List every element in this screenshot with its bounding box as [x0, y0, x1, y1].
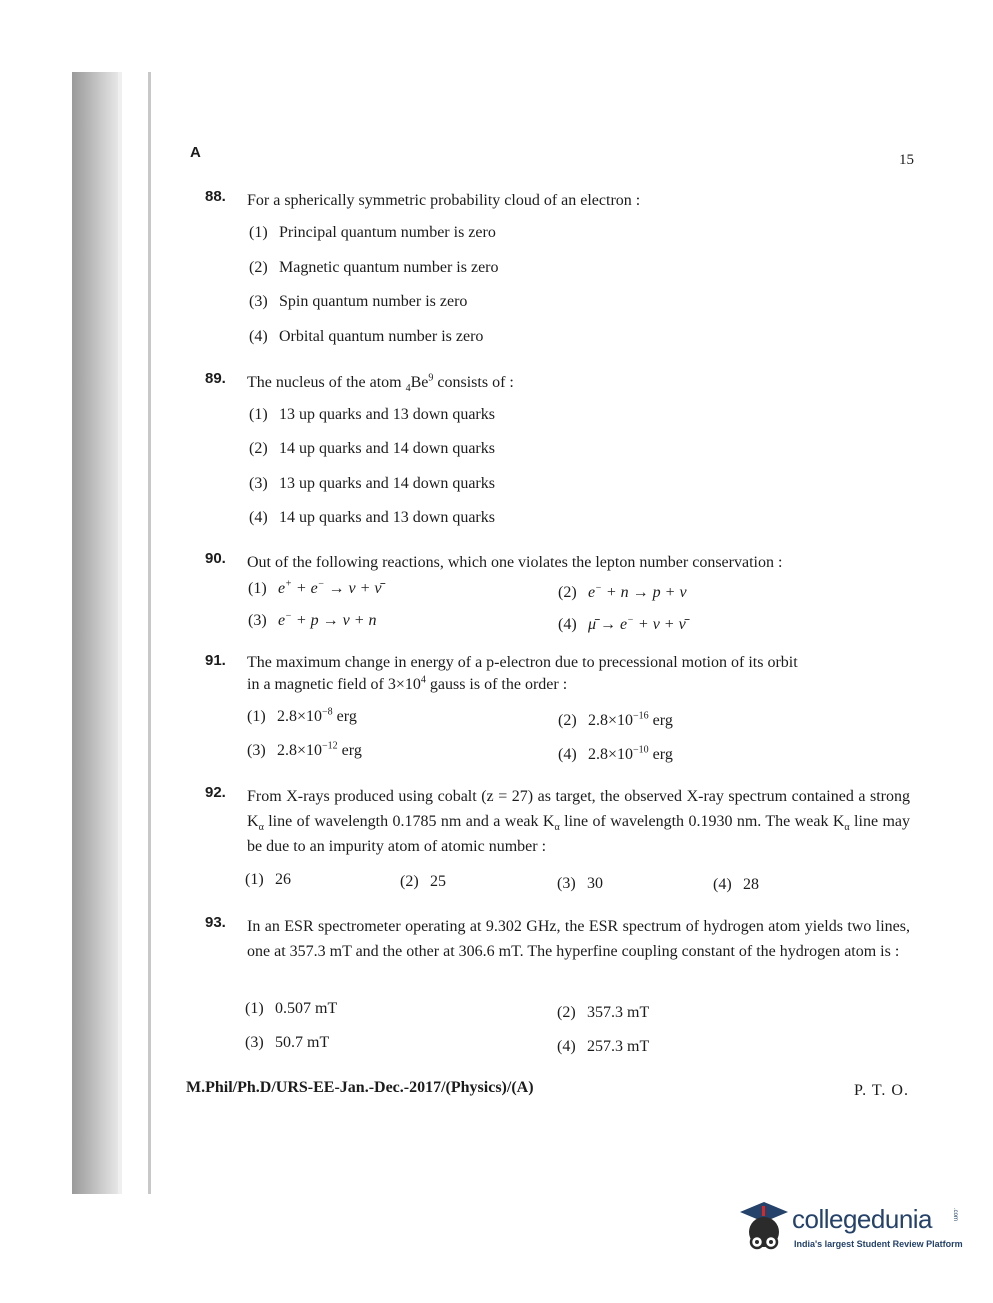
- option-number: (3): [249, 475, 268, 492]
- question-89: [205, 370, 910, 395]
- option: [248, 580, 382, 598]
- option-number: (2): [558, 584, 577, 601]
- logo-suffix: .com: [952, 1208, 958, 1222]
- option-number: (4): [558, 746, 577, 763]
- question-text: [247, 784, 910, 859]
- question-92: [205, 784, 910, 859]
- option-exponent: −12: [322, 740, 338, 752]
- option: [557, 1038, 649, 1056]
- option-unit: erg: [652, 746, 673, 763]
- option: [245, 1034, 329, 1052]
- option-text: 25: [430, 873, 446, 890]
- option-text: 14 up quarks and 13 down quarks: [279, 509, 495, 526]
- option-number: (3): [245, 1034, 264, 1051]
- question-text: [247, 652, 910, 696]
- question-number: 89.: [205, 370, 226, 387]
- option: [247, 708, 357, 726]
- option-text: 13 up quarks and 13 down quarks: [279, 406, 495, 423]
- option-text: 0.507 mT: [275, 1000, 338, 1017]
- option-text: Magnetic quantum number is zero: [279, 259, 499, 276]
- option: [249, 328, 483, 346]
- option-number: (1): [247, 708, 266, 725]
- option-value: 2.8×10: [588, 712, 634, 729]
- question-93: [205, 914, 910, 964]
- question-text: In an ESR spectrometer operating at 9.302 GHz, the ESR spectrum of hydrogen atom yields two lines, one at 357.3 mT and the other at 306.6 mT. The hyperfine coupling constant of the hydrogen atom is :: [247, 918, 910, 960]
- text-segment: From X-rays produced using cobalt (z = 27) as target, the observed X-ray spectrum contained a strong K: [247, 788, 910, 830]
- question-88: [205, 188, 910, 213]
- option-number: (2): [249, 440, 268, 457]
- option: [247, 742, 362, 760]
- option-number: (4): [249, 509, 268, 526]
- text-segment: consists of :: [433, 374, 514, 391]
- question-text: For a spherically symmetric probability cloud of an electron :: [247, 192, 641, 209]
- binding-edge: [118, 72, 122, 1194]
- reaction-equation: e− + p → ν + n: [278, 610, 377, 629]
- option-unit: erg: [652, 712, 673, 729]
- option: [249, 406, 495, 424]
- option: [558, 712, 673, 730]
- question-number: 88.: [205, 188, 226, 205]
- question-number: 92.: [205, 784, 226, 801]
- option-unit: erg: [336, 708, 357, 725]
- option: [400, 873, 446, 891]
- question-number: 90.: [205, 550, 226, 567]
- question-91: [205, 652, 910, 696]
- option-unit: erg: [341, 742, 362, 759]
- option-number: (2): [400, 873, 419, 890]
- option: [557, 1004, 649, 1022]
- option: [713, 876, 759, 894]
- option-text: 28: [743, 876, 759, 893]
- option-text: 357.3 mT: [587, 1004, 650, 1021]
- option-text: 14 up quarks and 14 down quarks: [279, 440, 495, 457]
- option: [248, 612, 377, 630]
- question-text: [247, 370, 910, 395]
- option-number: (1): [245, 1000, 264, 1017]
- option-exponent: −16: [633, 710, 649, 722]
- reaction-equation: e+ + e− → ν + ν̄: [278, 578, 382, 597]
- option-value: 2.8×10: [277, 708, 323, 725]
- option: [245, 1000, 337, 1018]
- reaction-equation: μ̄ → e− + ν + ν̄: [588, 614, 686, 633]
- option-value: 2.8×10: [277, 742, 323, 759]
- option: [249, 440, 495, 458]
- atomic-number: 4: [405, 383, 411, 395]
- option-exponent: −8: [322, 706, 333, 718]
- option-number: (1): [245, 871, 264, 888]
- option: [249, 259, 499, 277]
- option-text: 30: [587, 875, 603, 892]
- atom-symbol: Be: [410, 374, 429, 391]
- text-line: The maximum change in energy of a p-electron due to precessional motion of its orbit: [247, 654, 798, 671]
- option-value: 2.8×10: [588, 746, 634, 763]
- collegedunia-logo[interactable]: [734, 1198, 964, 1260]
- option-number: (1): [248, 580, 267, 597]
- question-text: Out of the following reactions, which one violates the lepton number conservation :: [247, 554, 783, 571]
- option-text: 13 up quarks and 14 down quarks: [279, 475, 495, 492]
- option: [558, 584, 687, 602]
- option: [249, 293, 467, 311]
- set-letter: A: [190, 144, 201, 161]
- alpha-subscript: α: [844, 822, 850, 834]
- mascot-icon: [734, 1198, 790, 1258]
- option-number: (3): [248, 612, 267, 629]
- option: [557, 875, 603, 893]
- text-segment: in a magnetic field of 3×10: [247, 676, 421, 693]
- text-segment: gauss is of the order :: [425, 676, 568, 693]
- option-text: 257.3 mT: [587, 1038, 650, 1055]
- text-segment: line of wavelength 0.1930 nm. The weak K: [559, 813, 845, 830]
- option: [558, 616, 686, 634]
- option-text: Principal quantum number is zero: [279, 224, 496, 241]
- option-number: (2): [557, 1004, 576, 1021]
- option: [249, 224, 496, 242]
- option-number: (3): [249, 293, 268, 310]
- option: [249, 509, 495, 527]
- alpha-subscript: α: [554, 822, 560, 834]
- text-line: [247, 674, 910, 696]
- reaction-equation: e− + n → p + ν: [588, 582, 687, 601]
- option-number: (1): [249, 224, 268, 241]
- text-segment: line may be due to an impurity atom of atomic number :: [247, 813, 911, 855]
- option-text: 50.7 mT: [275, 1034, 330, 1051]
- option-number: (3): [247, 742, 266, 759]
- option-number: (2): [558, 712, 577, 729]
- please-turn-over: P. T. O.: [854, 1082, 909, 1099]
- logo-tagline: India's largest Student Review Platform: [794, 1239, 963, 1249]
- option-number: (4): [713, 876, 732, 893]
- option-number: (4): [558, 616, 577, 633]
- option-number: (4): [249, 328, 268, 345]
- option-text: 26: [275, 871, 291, 888]
- option-text: Spin quantum number is zero: [279, 293, 468, 310]
- question-90: [205, 550, 910, 575]
- option-exponent: −10: [633, 744, 649, 756]
- text-segment: The nucleus of the atom: [247, 374, 406, 391]
- alpha-subscript: α: [258, 822, 264, 834]
- mass-number: 9: [428, 372, 434, 384]
- logo-wordmark: collegedunia: [792, 1204, 933, 1234]
- binding-margin-line: [148, 72, 151, 1194]
- option-number: (3): [557, 875, 576, 892]
- option-number: (2): [249, 259, 268, 276]
- option: [245, 871, 291, 889]
- option-number: (4): [557, 1038, 576, 1055]
- question-number: 93.: [205, 914, 226, 931]
- binding-shadow: [72, 72, 118, 1194]
- option: [249, 475, 495, 493]
- page-number: 15: [899, 152, 914, 168]
- option: [558, 746, 673, 764]
- option-number: (1): [249, 406, 268, 423]
- exponent: 4: [420, 674, 426, 686]
- option-text: Orbital quantum number is zero: [279, 328, 484, 345]
- text-segment: line of wavelength 0.1785 nm and a weak K: [263, 813, 555, 830]
- question-number: 91.: [205, 652, 226, 669]
- exam-code: M.Phil/Ph.D/URS-EE-Jan.-Dec.-2017/(Physics)/(A): [186, 1079, 534, 1096]
